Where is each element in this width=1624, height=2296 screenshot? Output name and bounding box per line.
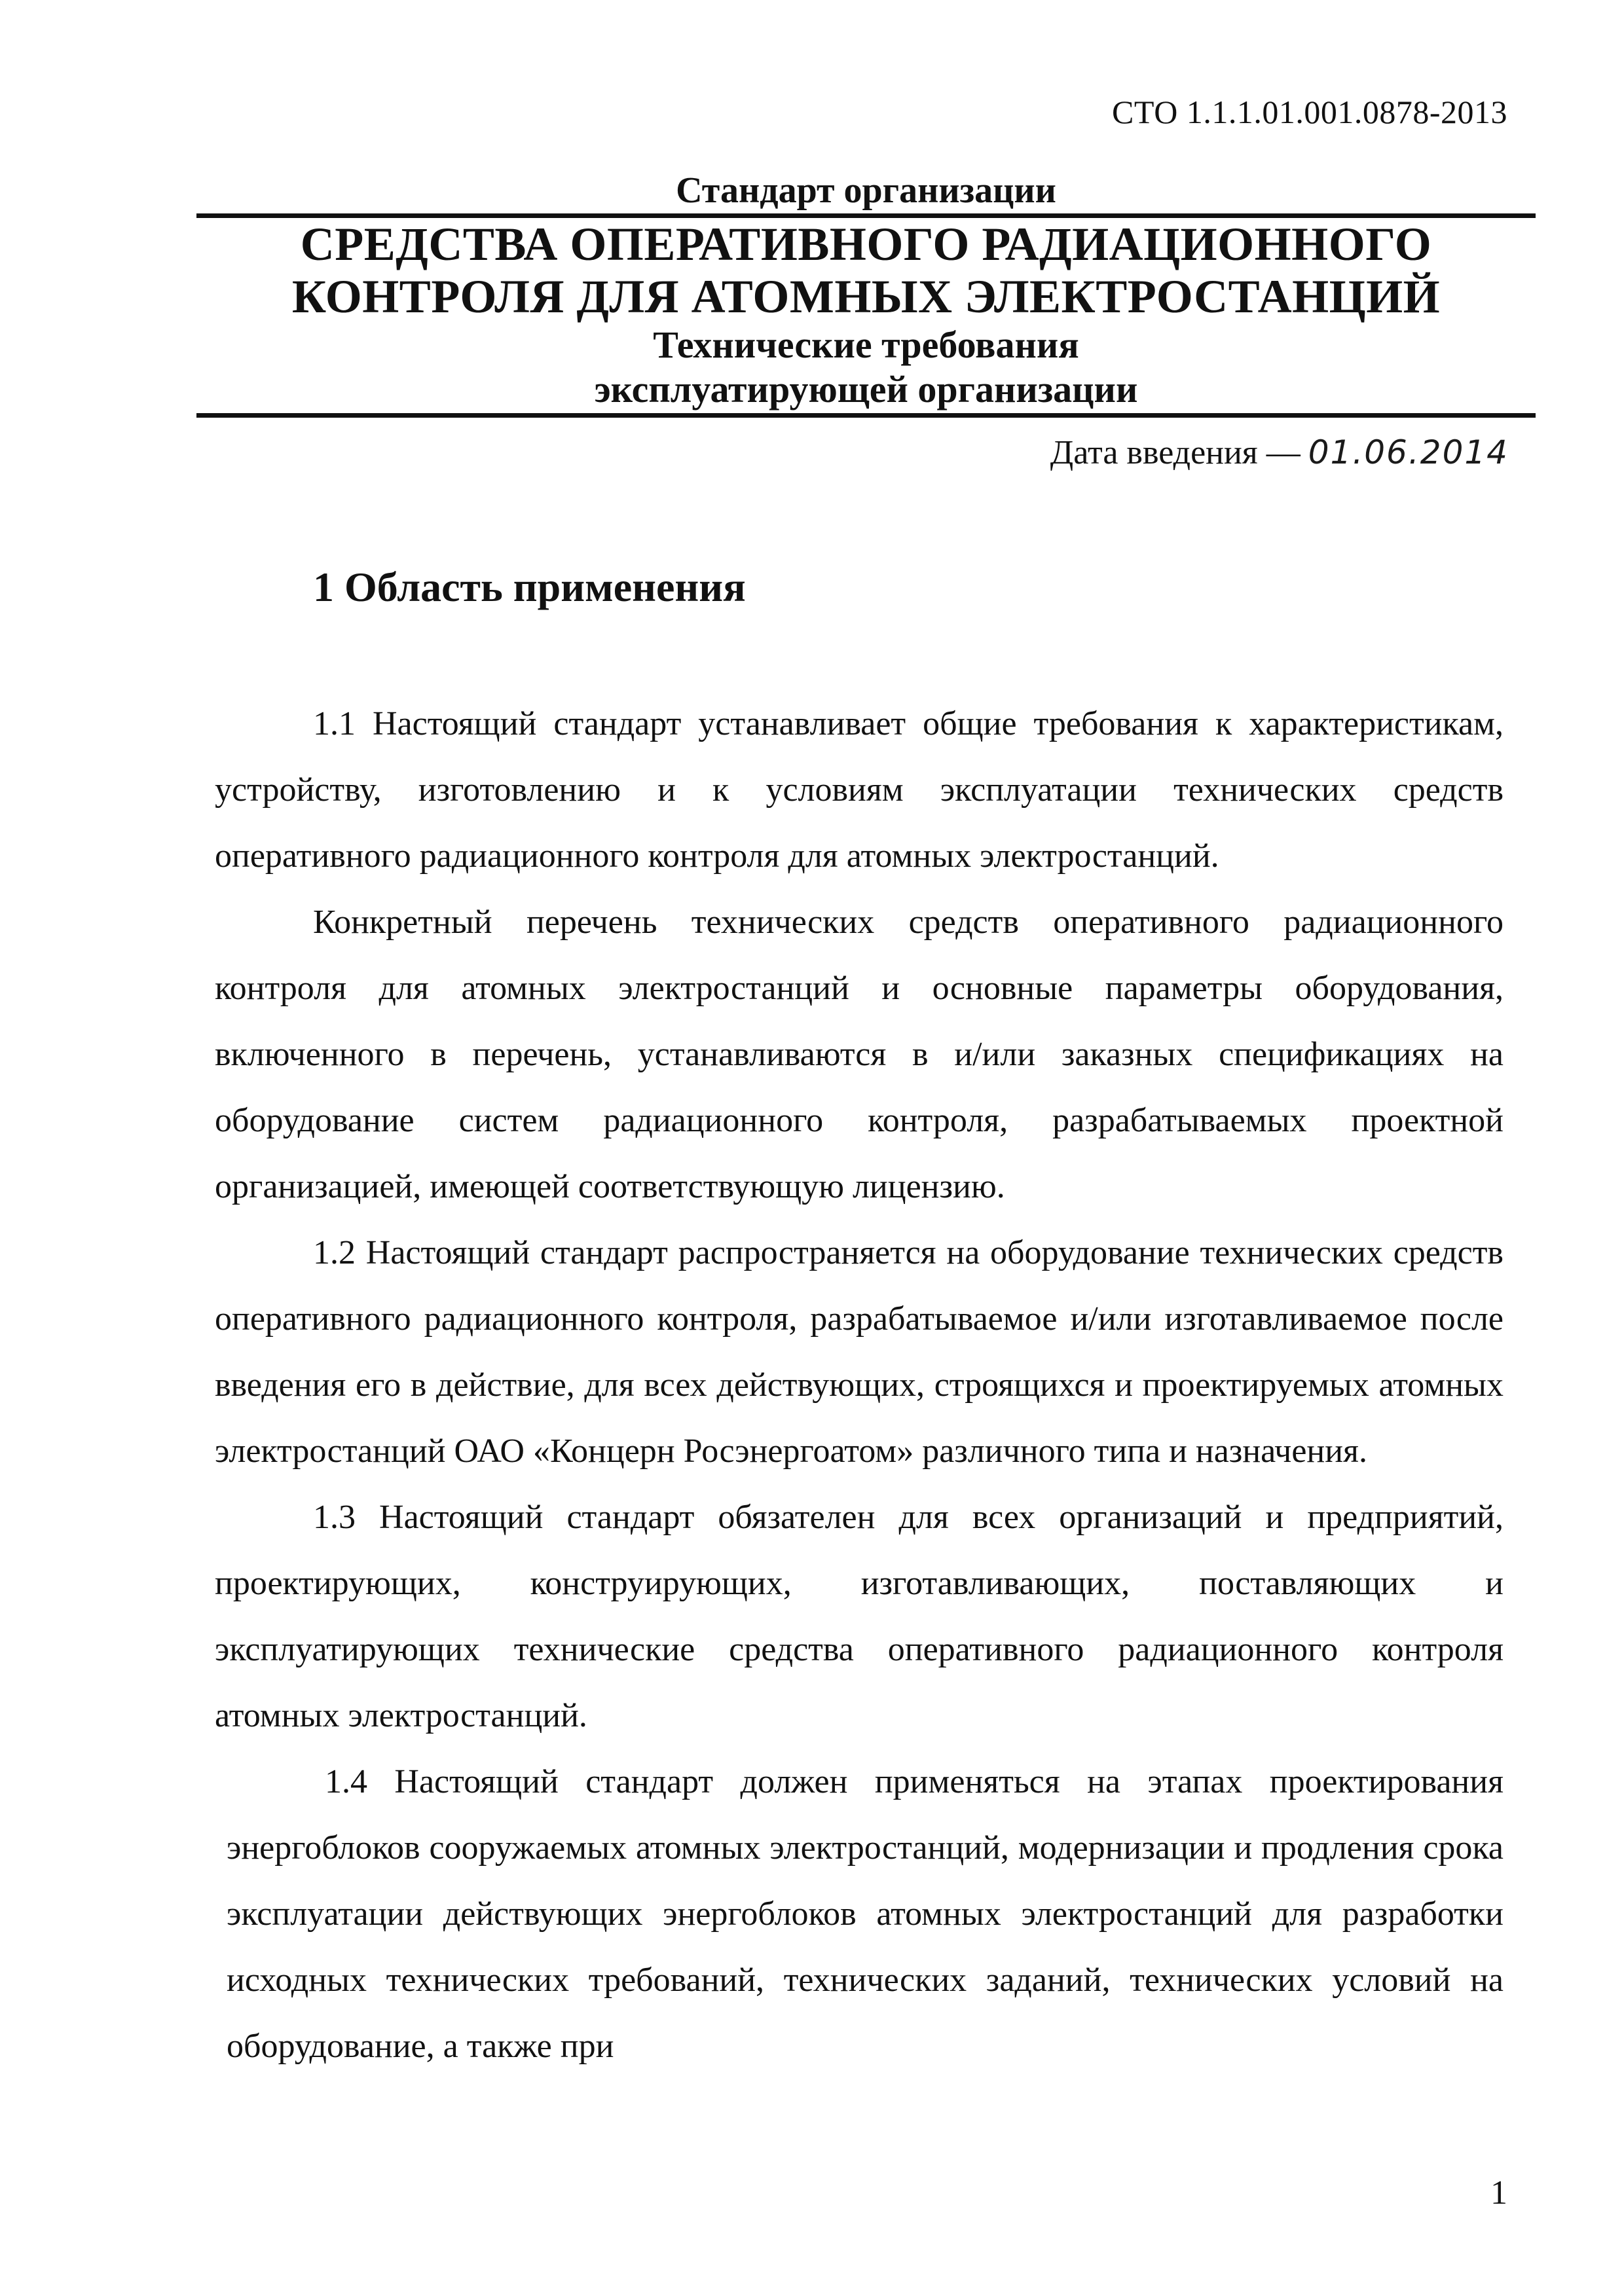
title-line-1: СРЕДСТВА ОПЕРАТИВНОГО РАДИАЦИОННОГО	[300, 218, 1432, 270]
paragraph-1-1: 1.1 Настоящий стандарт устанавливает общие требования к характеристикам, устройству, изготовлению и к условиям эксплуатации технических средств оперативного радиационного контроля для атомных электростанций.	[215, 705, 1504, 875]
organization-standard-label: Стандарт организации	[676, 170, 1056, 211]
subtitle-line-2: эксплуатирующей организации	[594, 368, 1138, 410]
top-rule	[196, 213, 1536, 218]
introduction-date	[1050, 433, 1509, 472]
section-body	[215, 691, 1504, 2079]
paragraph-1-2: 1.2 Настоящий стандарт распространяется на оборудование технических средств оперативного радиационного контроля, разрабатываемое и/или изготавливаемое после введения его в действие, для всех действующих, строящихся и проектируемых атомных электростанций ОАО «Концерн Росэнергоатом» различного типа и назначения.	[215, 1234, 1504, 1470]
bottom-rule	[196, 413, 1536, 418]
title-block	[196, 169, 1536, 418]
introduction-date-value: 01.06.2014	[1308, 433, 1509, 471]
title-line-2: КОНТРОЛЯ ДЛЯ АТОМНЫХ ЭЛЕКТРОСТАНЦИЙ	[291, 270, 1441, 323]
document-code: СТО 1.1.1.01.001.0878-2013	[1112, 94, 1507, 130]
paragraph-1-3: 1.3 Настоящий стандарт обязателен для всех организаций и предприятий, проектирующих, конструирующих, изготавливающих, поставляющих и эксплуатирующих технические средства оперативного радиационного контроля атомных электростанций.	[215, 1499, 1504, 1734]
introduction-date-label: Дата введения —	[1050, 434, 1301, 471]
page-number: 1	[1490, 2174, 1507, 2212]
section-heading: 1 Область применения	[313, 564, 746, 610]
subtitle-line-1: Технические требования	[653, 323, 1079, 366]
paragraph-list-note: Конкретный перечень технических средств оперативного радиационного контроля для атомных электростанций и основные параметры оборудования, включенного в перечень, устанавливаются в и/или заказных спецификациях на оборудование систем радиационного контроля, разрабатываемых проектной организацией, имеющей соответствующую лицензию.	[215, 903, 1504, 1205]
paragraph-1-4: 1.4 Настоящий стандарт должен применяться на этапах проектирования энергоблоков сооружаемых атомных электростанций, модернизации и продления срока эксплуатации действующих энергоблоков атомных электростанций для разработки исходных технических требований, технических заданий, технических условий на оборудование, а также при	[227, 1763, 1504, 2065]
